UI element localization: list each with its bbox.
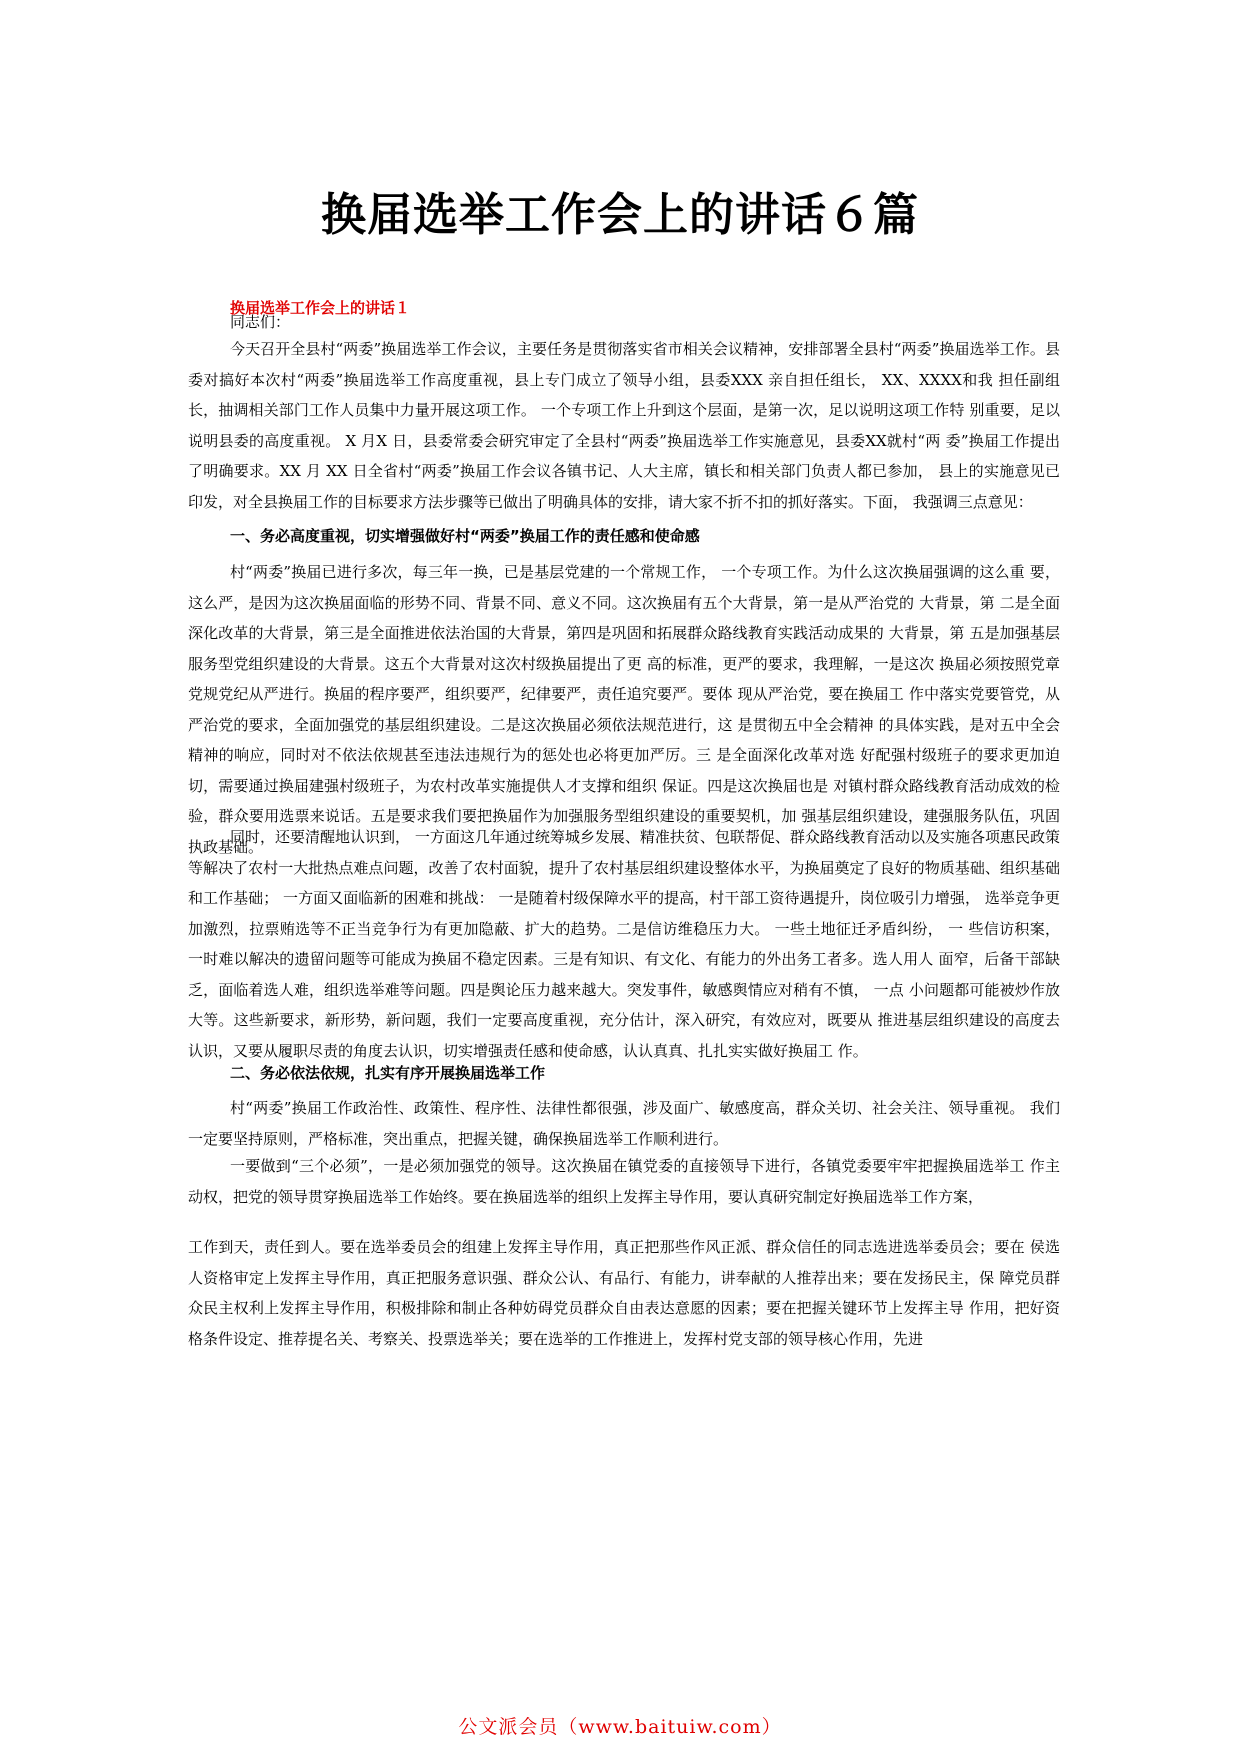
footer-watermark: 公文派会员（www.baituiw.com）	[458, 1716, 782, 1738]
section2-paragraph: 一要做到“三个必须”，一是必须加强党的领导。这次换届在镇党委的直接领导下进行，各镇党委要牢牢把握换届选举工 作主动权，把党的领导贯穿换届选举工作始终。要在换届选举的组织上发挥主导作用，要认真研究制定好换届选举工作方案，	[188, 1157, 1060, 1206]
section2-paragraph: 工作到天，责任到人。要在选举委员会的组建上发挥主导作用，真正把那些作风正派、群众信任的同志选进选举委员会；要在 侯选人资格审定上发挥主导作用，真正把服务意识强、群众公认、有品行、有能力，讲奉献的人推荐出来；要在发扬民主，保 障党员群众民主权利上发挥主导作用，积极排除和制止各种妨碍党员群众自由表达意愿的因素；要在把握关键环节上发挥主导 作用，把好资格条件设定、推荐提名关、考察关、投票选举关；要在选举的工作推进上，发挥村党支部的领导核心作用，先进	[188, 1238, 1060, 1348]
intro-paragraph: 今天召开全县村“两委”换届选举工作会议，主要任务是贯彻落实省市相关会议精神，安排部署全县村“两委”换届选举工作。县委对搞好本次村“两委”换届选举工作高度重视，县上专门成立了领导小组，县委XXX 亲自担任组长， XX、XXXX和我 担任副组长，抽调相关部门工作人员集中力量开展这项工作。 一个专项工作上升到这个层面，是第一次，足以说明这项工作特 别重要，足以说明县委的高度重视。 X 月X 日，县委常委会研究审定了全县村“两委”换届选举工作实施意见，县委XX就村“两 委”换届工作提出了明确要求。XX 月 XX 日全省村“两委”换届工作会议各镇书记、人大主席，镇长和相关部门负责人都已参加， 县上的实施意见已印发，对全县换届工作的目标要求方法步骤等已做出了明确具体的安排，请大家不折不扣的抓好落实。下面， 我强调三点意见：	[188, 340, 1060, 511]
section1-paragraph: 同时，还要清醒地认识到， 一方面这几年通过统筹城乡发展、精准扶贫、包联帮促、群众路线教育活动以及实施各项惠民政策等解决了农村一大批热点难点问题，改善了农村面貌，提升了农村基层组织建设整体水平，为换届奠定了良好的物质基础、组织基础和工作基础； 一方面又面临新的困难和挑战： 一是随着村级保障水平的提高，村干部工资待遇提升，岗位吸引力增强， 选举竞争更加激烈，拉票贿选等不正当竞争行为有更加隐蔽、扩大的趋势。二是信访维稳压力大。 一些土地征迁矛盾纠纷， 一 些信访积案， 一时难以解决的遗留问题等可能成为换届不稳定因素。三是有知识、有文化、有能力的外出务工者多。选人用人 面窄，后备干部缺乏，面临着选人难，组织选举难等问题。四是舆论压力越来越大。突发事件，敏感舆情应对稍有不慎， 一点 小问题都可能被炒作放大等。这些新要求，新形势，新问题，我们一定要高度重视，充分估计，深入研究，有效应对，既要从 推进基层组织建设的高度去认识，又要从履职尽责的角度去认识，切实增强责任感和使命感，认认真真、扎扎实实做好换届工 作。	[188, 828, 1060, 1060]
greeting: 同志们：	[230, 313, 291, 331]
section1-paragraph: 村“两委”换届已进行多次，每三年一换，已是基层党建的一个常规工作， 一个专项工作。为什么这次换届强调的这么重 要，这么严，是因为这次换届面临的形势不同、背景不同、意义不同。这次换届有五个大背景，第一是从严治党的 大背景，第 二是全面深化改革的大背景，第三是全面推进依法治国的大背景，第四是巩固和拓展群众路线教育实践活动成果的 大背景，第 五是加强基层服务型党组织建设的大背景。这五个大背景对这次村级换届提出了更 高的标准，更严的要求，我理解，一是这次 换届必须按照党章党规党纪从严进行。换届的程序要严，组织要严，纪律要严，责任追究要严。要体 现从严治党，要在换届工 作中落实党要管党，从严治党的要求，全面加强党的基层组织建设。二是这次换届必须依法规范进行，这 是贯彻五中全会精神 的具体实践，是对五中全会精神的响应，同时对不依法依规甚至违法违规行为的惩处也必将更加严厉。三 是全面深化改革对选 好配强村级班子的要求更加迫切，需要通过换届建强村级班子，为农村改革实施提供人才支撑和组织 保证。四是这次换届也是 对镇村群众路线教育活动成效的检验，群众要用选票来说话。五是要求我们要把换届作为加强服务型组织建设的重要契机，加 强基层组织建设，建强服务队伍，巩固执政基础。	[188, 563, 1060, 856]
section-heading-2: 二、务必依法依规，扎实有序开展换届选举工作	[230, 1064, 546, 1082]
section2-paragraph: 村“两委”换届工作政治性、政策性、程序性、法律性都很强，涉及面广、敏感度高，群众关切、社会关注、领导重视。 我们一定要坚持原则，严格标准，突出重点，把握关键，确保换届选举工作顺利进行。	[188, 1099, 1060, 1148]
speech-subtitle: 换届选举工作会上的讲话１	[230, 299, 411, 317]
document-title: 换届选举工作会上的讲话６篇	[320, 188, 919, 241]
section-heading-1: 一、务必高度重视，切实增强做好村“两委”换届工作的责任感和使命感	[230, 527, 700, 545]
